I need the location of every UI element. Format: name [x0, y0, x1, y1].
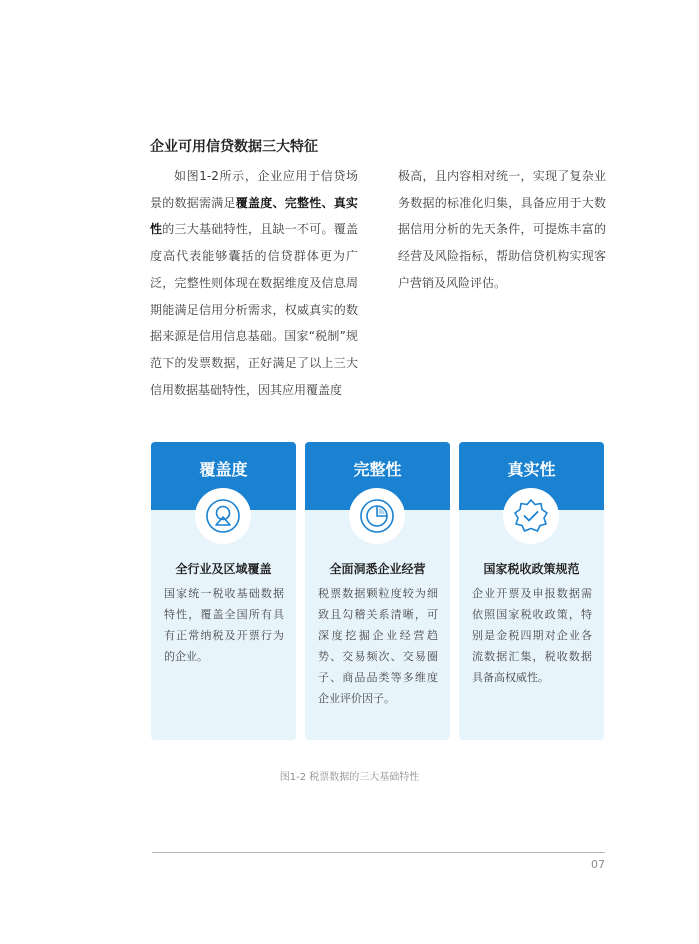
card-subtitle: 全面洞悉企业经营	[329, 562, 426, 576]
card-icon-circle	[503, 488, 559, 544]
feature-card-completeness	[305, 442, 450, 740]
intro-paragraph-right: 极高，且内容相对统一，实现了复杂业务数据的标准化归集，具备应用于大数据信用分析的先天条件，可提炼丰富的经营及风险指标，帮助信贷机构实现客户营销及风险评估。	[398, 169, 606, 290]
footer-divider	[152, 852, 605, 853]
card-icon-circle	[195, 488, 251, 544]
card-subtitle: 全行业及区域覆盖	[175, 562, 272, 576]
card-title: 完整性	[353, 460, 402, 479]
card-body: 税票数据颗粒度较为细致且勾稽关系清晰，可深度挖掘企业经营趋势、交易频次、交易圈子、商品品类等多维度企业评价因子。	[318, 587, 438, 705]
card-body: 国家统一税收基础数据特性，覆盖全国所有具有正常纳税及开票行为的企业。	[164, 587, 284, 663]
keyword-authenticity: 真实性	[150, 195, 358, 237]
section-title: 企业可用信贷数据三大特征	[150, 139, 318, 155]
card-title: 真实性	[507, 460, 556, 479]
card-icon-circle	[349, 488, 405, 544]
card-body: 企业开票及申报数据需依照国家税收政策，特别是金税四期对企业各流数据汇集，税收数据具备高权威性。	[472, 587, 592, 684]
keyword-sep-1: 、	[272, 195, 285, 210]
location-pin-icon	[205, 498, 241, 534]
pie-chart-icon	[359, 498, 395, 534]
card-subtitle: 国家税收政策规范	[483, 562, 580, 576]
card-title: 覆盖度	[199, 460, 248, 479]
feature-card-authenticity	[459, 442, 604, 740]
verified-badge-icon	[512, 497, 550, 535]
figure-caption: 图1-2 税票数据的三大基础特性	[279, 772, 420, 783]
intro-text-pre: 如图1-2所示，企业应用于信贷场景的数据需满足	[150, 169, 358, 210]
feature-card-coverage	[151, 442, 296, 740]
keyword-completeness: 完整性	[284, 195, 322, 210]
intro-left-column	[150, 163, 358, 403]
page-number: 07	[591, 858, 605, 871]
intro-right-column	[398, 163, 606, 297]
keyword-sep-2: 、	[321, 195, 334, 210]
intro-text-post: 的三大基础特性，且缺一不可。覆盖度高代表能够囊括的信贷群体更为广泛，完整性则体现在数据维度及信息周期能满足信用分析需求，权威真实的数据来源是信用信息基础。国家“税制”规范下的发票数据，正好满足了以上三大信用数据基础特性，因其应用覆盖度	[150, 222, 358, 397]
intro-paragraph-left	[150, 163, 358, 403]
keyword-coverage: 覆盖度	[235, 195, 273, 210]
